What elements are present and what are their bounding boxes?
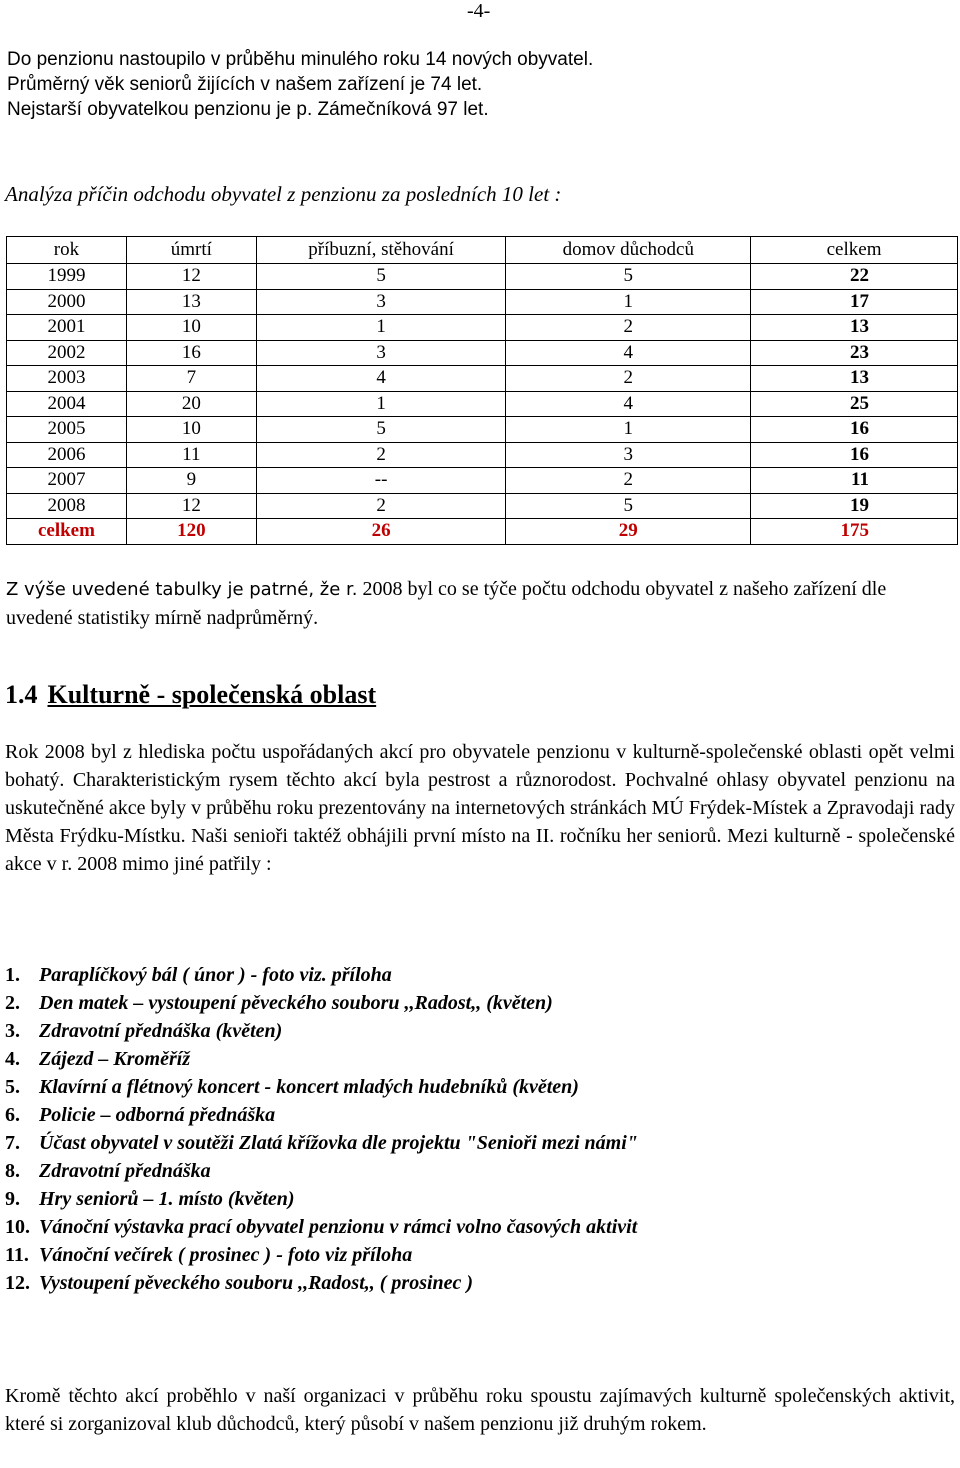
- table-total-row: [7, 519, 958, 545]
- table-cell: 12: [126, 493, 256, 519]
- table-cell: 2003: [7, 366, 127, 392]
- table-row: [7, 417, 958, 443]
- list-item-text: Den matek – vystoupení pěveckého souboru ,,Radost,, (květen): [39, 992, 553, 1014]
- list-item-text: Vánoční večírek ( prosinec ) - foto viz příloha: [39, 1244, 413, 1266]
- table-cell: 4: [506, 391, 751, 417]
- list-item-text: Zájezd – Kroměříž: [39, 1048, 191, 1070]
- table-cell: 26: [256, 519, 506, 545]
- table-header-row: [7, 237, 958, 264]
- table-row: [7, 289, 958, 315]
- table-cell: 5: [506, 264, 751, 290]
- list-item: [5, 1185, 638, 1213]
- list-item-number: 6.: [5, 1104, 20, 1126]
- table-cell: 9: [126, 468, 256, 494]
- table-row: [7, 493, 958, 519]
- table-cell: 5: [256, 264, 506, 290]
- table-row: [7, 391, 958, 417]
- table-cell: 10: [126, 417, 256, 443]
- intro-line: Nejstarší obyvatelkou penzionu je p. Zámečníková 97 let.: [7, 99, 489, 120]
- table-cell: 20: [126, 391, 256, 417]
- list-item: [5, 1129, 638, 1157]
- table-cell: 25: [751, 391, 958, 417]
- list-item-number: 4.: [5, 1048, 20, 1070]
- table-cell: 3: [256, 289, 506, 315]
- table-cell: 2: [256, 493, 506, 519]
- table-cell: 12: [126, 264, 256, 290]
- table-cell: 13: [751, 366, 958, 392]
- table-cell: 23: [751, 340, 958, 366]
- table-header-cell: celkem: [751, 237, 958, 264]
- conclusion-part: Z výše uvedené tabulky je patrné, že r.: [6, 579, 358, 600]
- table-header-cell: rok: [7, 237, 127, 264]
- table-cell: celkem: [7, 519, 127, 545]
- departures-table: [6, 236, 958, 545]
- intro-line: Do penzionu nastoupilo v průběhu minulého roku 14 nových obyvatel.: [7, 49, 594, 70]
- table-cell: 175: [751, 519, 958, 545]
- list-item-number: 12.: [5, 1272, 30, 1294]
- table-cell: 120: [126, 519, 256, 545]
- table-cell: 19: [751, 493, 958, 519]
- table-cell: 5: [256, 417, 506, 443]
- table-cell: 1: [506, 417, 751, 443]
- table-cell: 4: [256, 366, 506, 392]
- intro-text: [7, 47, 593, 122]
- table-row: [7, 366, 958, 392]
- table-cell: 2008: [7, 493, 127, 519]
- section-paragraph: Rok 2008 byl z hlediska počtu uspořádaných akcí pro obyvatele penzionu v kulturně-společenské oblasti opět velmi bohatý. Charakteristickým rysem těchto akcí byla pestrost a různorodost. Pochvalné ohlasy obyvatel penzionu na uskutečněné akce byly v průběhu roku prezentovány na internetových stránkách MÚ Frýdek-Místek a Zpravodaji rady Města Frýdku-Místku. Naši senioři taktéž obhájili první místo na II. ročníku her seniorů. Mezi kulturně - společenské akce v r. 2008 mimo jiné patřily :: [5, 741, 955, 875]
- list-item-text: Klavírní a flétnový koncert - koncert mladých hudebníků (květen): [39, 1076, 579, 1098]
- table-cell: 2: [506, 366, 751, 392]
- list-item-text: Účast obyvatel v soutěži Zlatá křížovka dle projektu "Senioři mezi námi": [39, 1132, 638, 1154]
- table-cell: 5: [506, 493, 751, 519]
- list-item-number: 5.: [5, 1076, 20, 1098]
- list-item: [5, 1017, 638, 1045]
- list-item-text: Policie – odborná přednáška: [39, 1104, 276, 1126]
- conclusion-part: 2008 byl co se týče počtu odchodu obyvatel z našeho zařízení dle uvedené statistiky mírně nadprůměrný.: [6, 578, 887, 629]
- list-item-number: 8.: [5, 1160, 20, 1182]
- table-cell: 2: [506, 468, 751, 494]
- table-cell: 4: [506, 340, 751, 366]
- list-item-number: 10.: [5, 1216, 30, 1238]
- list-item-text: Zdravotní přednáška: [39, 1160, 211, 1182]
- table-cell: 1: [506, 289, 751, 315]
- table-cell: 11: [126, 442, 256, 468]
- table-cell: 2: [506, 315, 751, 341]
- list-item: [5, 1101, 638, 1129]
- table-cell: 29: [506, 519, 751, 545]
- table-cell: 13: [126, 289, 256, 315]
- table-cell: 2007: [7, 468, 127, 494]
- table-row: [7, 340, 958, 366]
- table-cell: 16: [751, 417, 958, 443]
- list-item-number: 3.: [5, 1020, 20, 1042]
- table-cell: 2006: [7, 442, 127, 468]
- list-item-number: 1.: [5, 964, 20, 986]
- list-item-text: Hry seniorů – 1. místo (květen): [39, 1188, 295, 1210]
- table-cell: 2002: [7, 340, 127, 366]
- closing-paragraph: Kromě těchto akcí proběhlo v naší organizaci v průběhu roku spoustu zajímavých kulturně společenských aktivit, které si zorganizoval klub důchodců, který působí v našem penzionu již druhým rokem.: [5, 1385, 955, 1435]
- analysis-title: Analýza příčin odchodu obyvatel z penzionu za posledních 10 let :: [5, 182, 562, 206]
- table-cell: 16: [751, 442, 958, 468]
- list-item: [5, 1157, 638, 1185]
- table-cell: 3: [256, 340, 506, 366]
- list-item: [5, 1269, 638, 1297]
- list-item: [5, 1213, 638, 1241]
- list-item: [5, 1241, 638, 1269]
- list-item-text: Vánoční výstavka prací obyvatel penzionu v rámci volno časových aktivit: [39, 1216, 638, 1238]
- table-cell: 1999: [7, 264, 127, 290]
- table-cell: 11: [751, 468, 958, 494]
- section-heading: [5, 680, 376, 710]
- table-cell: 1: [256, 391, 506, 417]
- list-item-text: Paraplíčkový bál ( únor ) - foto viz. příloha: [39, 964, 392, 986]
- page-number: -4-: [467, 0, 491, 22]
- list-item-text: Zdravotní přednáška (květen): [39, 1020, 283, 1042]
- table-cell: 2004: [7, 391, 127, 417]
- table-cell: 2: [256, 442, 506, 468]
- table-cell: 7: [126, 366, 256, 392]
- section-title: Kulturně - společenská oblast: [47, 680, 377, 709]
- table-row: [7, 468, 958, 494]
- list-item: [5, 1073, 638, 1101]
- table-row: [7, 264, 958, 290]
- list-item-number: 2.: [5, 992, 20, 1014]
- list-item-number: 9.: [5, 1188, 20, 1210]
- list-item-number: 7.: [5, 1132, 20, 1154]
- list-item: [5, 1045, 638, 1073]
- table-row: [7, 442, 958, 468]
- list-item: [5, 989, 638, 1017]
- table-header-cell: příbuzní, stěhování: [256, 237, 506, 264]
- list-item: [5, 961, 638, 989]
- events-list: [5, 961, 638, 1297]
- table-header-cell: úmrtí: [126, 237, 256, 264]
- table-cell: 3: [506, 442, 751, 468]
- table-conclusion: [6, 575, 956, 633]
- table-cell: 2001: [7, 315, 127, 341]
- table-cell: 2005: [7, 417, 127, 443]
- section-number: 1.4: [5, 680, 38, 709]
- table-cell: 2000: [7, 289, 127, 315]
- intro-line: Průměrný věk seniorů žijících v našem zařízení je 74 let.: [7, 74, 483, 95]
- table-row: [7, 315, 958, 341]
- table-cell: --: [256, 468, 506, 494]
- table-cell: 17: [751, 289, 958, 315]
- table-header-cell: domov důchodců: [506, 237, 751, 264]
- table-cell: 16: [126, 340, 256, 366]
- table-cell: 22: [751, 264, 958, 290]
- list-item-number: 11.: [5, 1244, 29, 1266]
- list-item-text: Vystoupení pěveckého souboru ,,Radost,, ( prosinec ): [39, 1272, 474, 1294]
- table-cell: 1: [256, 315, 506, 341]
- table-cell: 10: [126, 315, 256, 341]
- table-cell: 13: [751, 315, 958, 341]
